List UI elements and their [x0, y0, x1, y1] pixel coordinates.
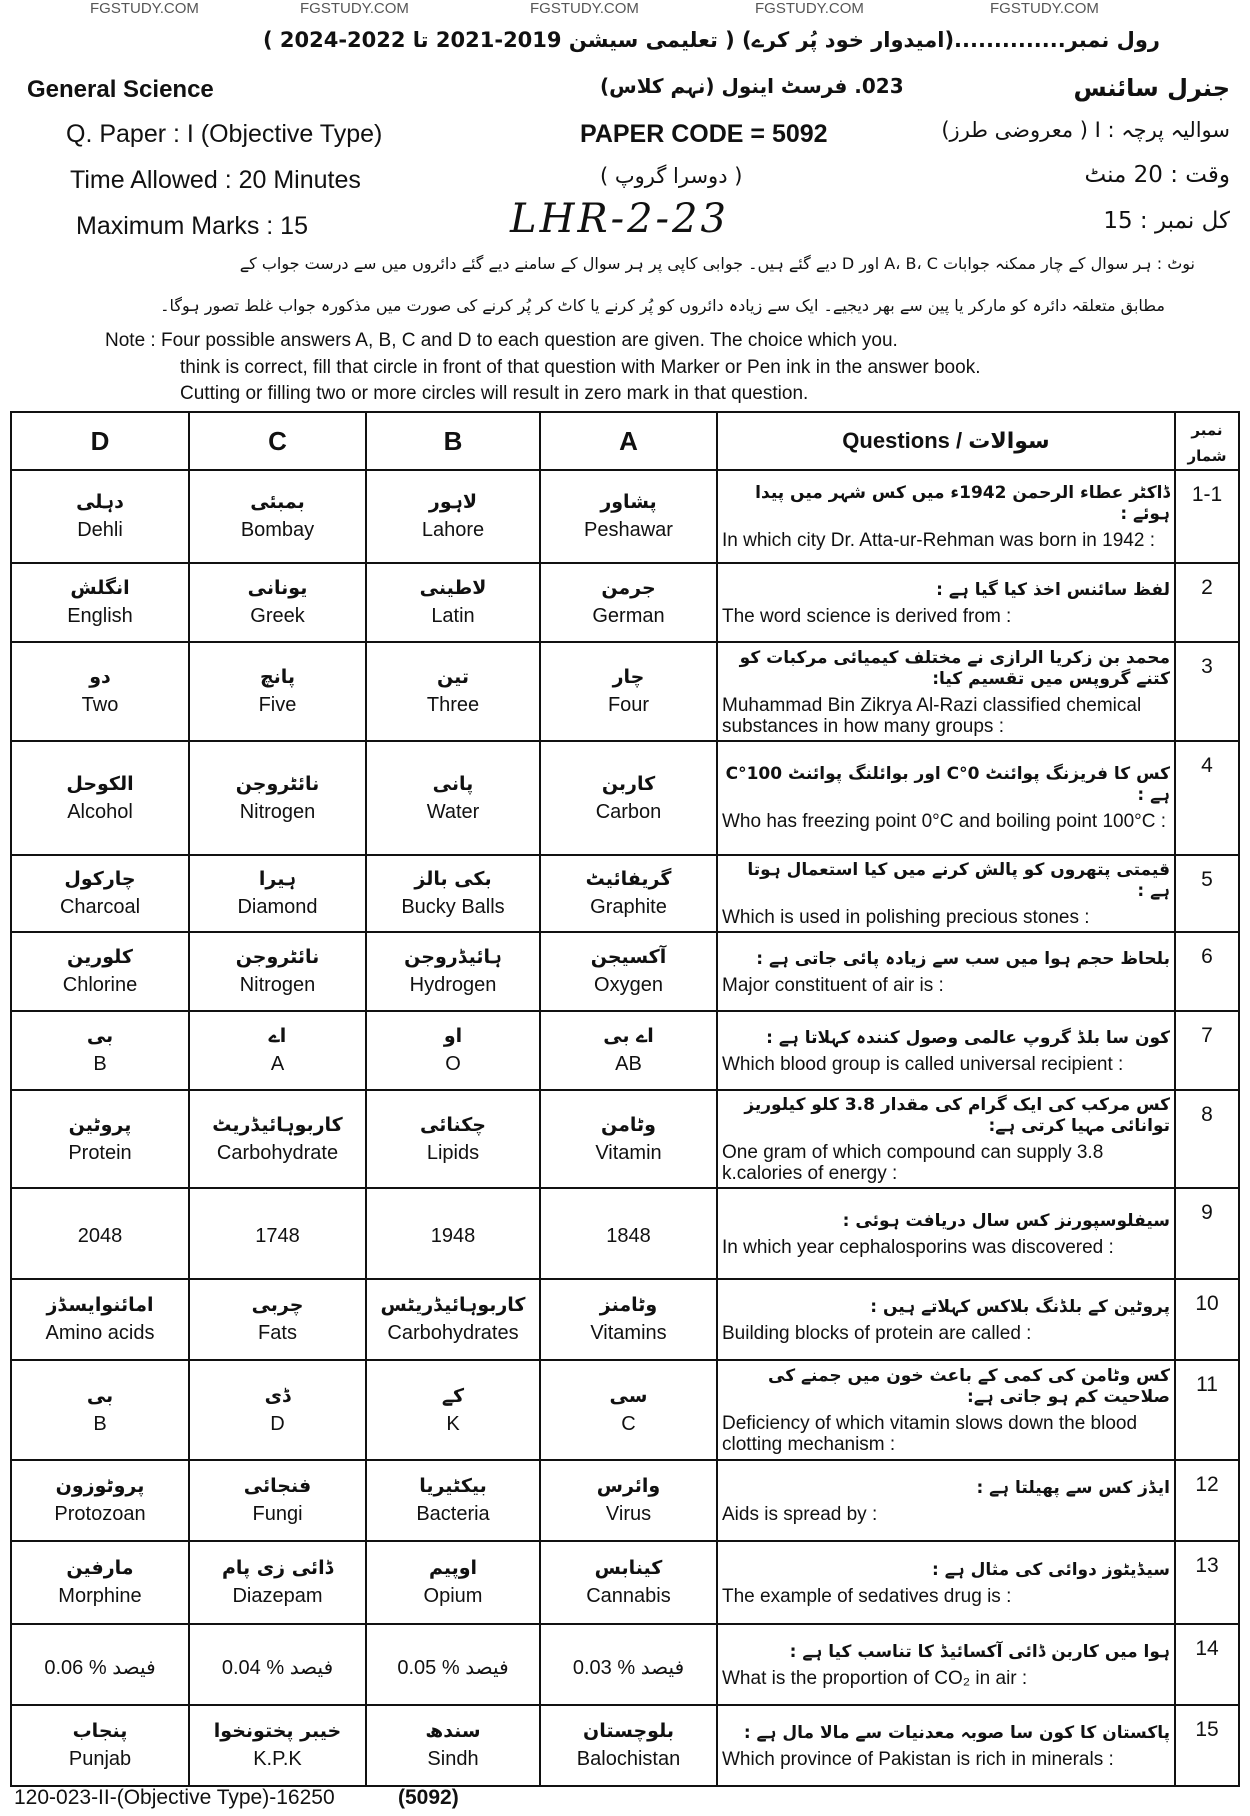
question-number: 8 [1175, 1090, 1239, 1188]
column-header-d: D [11, 412, 189, 470]
option-b-cell [366, 1624, 540, 1705]
question-english: In which city Dr. Atta-ur-Rehman was born in 1942 : [722, 530, 1155, 551]
question-number: 3 [1175, 642, 1239, 741]
option-c-cell [189, 1541, 366, 1624]
option-a-urdu: جرمن [601, 577, 656, 599]
question-urdu: کس کا فریزنگ پوائنٹ 0°C اور بوائلنگ پوائنٹ 100°C ہے : [725, 764, 1170, 805]
option-a-urdu: گریفائیٹ [585, 868, 672, 890]
option-c-english: Nitrogen [239, 800, 316, 823]
column-header-b: B [366, 412, 540, 470]
option-a-english: 1848 [606, 1225, 651, 1247]
option-c-english: 0.04 % فیصد [221, 1657, 334, 1679]
option-c-cell [189, 855, 366, 932]
option-d-english: English [67, 605, 133, 627]
option-a-cell [540, 642, 717, 741]
time-allowed-english: Time Allowed : 20 Minutes [70, 166, 361, 194]
note-urdu-line1: نوٹ : ہر سوال کے چار ممکنہ جوابات A، B، C اور D دیے گئے ہیں۔ جوابی کاپی پر ہر سوال کے سامنے دیے گئے دائروں میں سے درست جواب کے [239, 254, 1195, 273]
question-cell [717, 642, 1175, 741]
option-a-urdu: وائرس [596, 1475, 661, 1497]
option-d-cell [11, 1090, 189, 1188]
option-b-english: Opium [423, 1585, 483, 1607]
option-c-cell [189, 1705, 366, 1786]
paper-code: PAPER CODE = 5092 [580, 120, 828, 148]
option-d-cell [11, 1705, 189, 1786]
option-d-cell [11, 642, 189, 741]
option-b-urdu: بیکٹیریا [419, 1475, 487, 1497]
question-english: Major constituent of air is : [722, 974, 944, 996]
option-a-cell [540, 470, 717, 563]
maximum-marks-urdu: کل نمبر : 15 [1103, 208, 1230, 234]
option-b-urdu: بکی بالز [414, 868, 492, 890]
option-a-cell [540, 1188, 717, 1279]
option-c-urdu: چربی [251, 1294, 304, 1316]
question-row [11, 1705, 1239, 1786]
option-a-urdu: کینابس [594, 1557, 663, 1579]
option-d-english: Two [81, 694, 119, 716]
option-b-cell [366, 470, 540, 563]
option-a-english: Cannabis [586, 1585, 671, 1607]
question-row [11, 741, 1239, 855]
option-d-urdu: مارفین [66, 1557, 134, 1579]
option-d-urdu: پروٹین [68, 1113, 132, 1136]
option-a-cell [540, 1705, 717, 1786]
option-b-urdu: اوپیم [428, 1557, 478, 1579]
question-cell [717, 1188, 1175, 1279]
option-b-cell [366, 642, 540, 741]
paper-type-english: Q. Paper : I (Objective Type) [66, 120, 383, 148]
option-b-english: Lahore [421, 519, 485, 541]
option-d-urdu: پروٹوزون [55, 1475, 145, 1497]
option-d-urdu: الکوحل [66, 772, 134, 795]
question-cell [717, 470, 1175, 563]
option-b-english: 1948 [430, 1225, 476, 1247]
question-cell [717, 563, 1175, 642]
maximum-marks-english: Maximum Marks : 15 [76, 212, 308, 240]
option-a-cell [540, 932, 717, 1011]
option-b-cell [366, 741, 540, 855]
question-english: The word science is derived from : [722, 605, 1012, 627]
option-a-urdu: وٹامن [601, 1113, 656, 1136]
option-b-urdu: تین [437, 666, 469, 688]
question-english: Which blood group is called universal recipient : [722, 1053, 1124, 1075]
question-number: 11 [1175, 1360, 1239, 1460]
option-b-urdu: کاربوہائیڈریٹس [380, 1294, 526, 1316]
option-d-cell [11, 1188, 189, 1279]
question-urdu: ہوا میں کاربن ڈائی آکسائیڈ کا تناسب کیا ہے : [789, 1641, 1170, 1662]
watermark: FGSTUDY.COM [300, 0, 409, 17]
option-d-english: Amino acids [45, 1322, 155, 1344]
option-d-cell [11, 1541, 189, 1624]
question-urdu: سیڈیٹوز دوائی کی مثال ہے : [932, 1559, 1170, 1580]
question-row [11, 1279, 1239, 1360]
option-d-urdu: بی [86, 1384, 114, 1407]
option-c-urdu: کاربوہائیڈریٹ [212, 1113, 343, 1136]
question-urdu: پروٹین کے بلڈنگ بلاکس کہلاتے ہیں : [870, 1296, 1170, 1317]
question-number: 13 [1175, 1541, 1239, 1624]
note-english-line2: think is correct, fill that circle in front of that question with Marker or Pen ink in the answer book. [180, 357, 981, 378]
question-row [11, 470, 1239, 563]
option-c-cell [189, 470, 366, 563]
question-cell [717, 1360, 1175, 1460]
question-number: 5 [1175, 855, 1239, 932]
subject-urdu: جنرل سائنس [1073, 74, 1230, 102]
option-c-urdu: نائٹروجن [235, 946, 320, 968]
question-english: Which is used in polishing precious stones : [722, 907, 1090, 928]
option-b-cell [366, 563, 540, 642]
option-a-cell [540, 1624, 717, 1705]
question-row [11, 1188, 1239, 1279]
option-d-english: 2048 [77, 1225, 123, 1247]
option-c-urdu: نائٹروجن [235, 772, 320, 795]
watermark: FGSTUDY.COM [530, 0, 639, 17]
option-b-cell [366, 855, 540, 932]
question-urdu: ڈاکٹر عطاء الرحمن 1942ء میں کس شہر میں پیدا ہوئے : [755, 483, 1170, 524]
question-english: One gram of which compound can supply 3.8 k.calories of energy : [722, 1141, 1104, 1184]
option-c-english: D [270, 1412, 285, 1435]
option-d-english: Protozoan [54, 1503, 146, 1525]
question-cell [717, 1090, 1175, 1188]
option-a-cell [540, 563, 717, 642]
option-a-english: 0.03 % فیصد [572, 1657, 685, 1679]
question-number: 6 [1175, 932, 1239, 1011]
option-c-urdu: بمبئی [250, 491, 305, 513]
subject-english: General Science [27, 76, 214, 103]
option-a-cell [540, 741, 717, 855]
option-b-cell [366, 1541, 540, 1624]
option-a-english: Graphite [590, 896, 667, 918]
option-a-urdu: چار [612, 666, 645, 688]
question-cell [717, 1279, 1175, 1360]
footer-paper-code: (5092) [398, 1786, 459, 1809]
option-a-english: C [621, 1412, 636, 1435]
option-b-english: Water [426, 800, 480, 823]
option-c-english: Bombay [240, 519, 315, 541]
option-b-cell [366, 932, 540, 1011]
option-b-english: Sindh [427, 1748, 479, 1770]
watermark: FGSTUDY.COM [90, 0, 199, 17]
option-d-english: Charcoal [59, 896, 141, 918]
question-english: Which province of Pakistan is rich in minerals : [722, 1748, 1114, 1770]
option-d-cell [11, 741, 189, 855]
option-a-english: Vitamin [595, 1141, 662, 1164]
option-c-cell [189, 1090, 366, 1188]
option-a-english: Oxygen [594, 974, 663, 996]
question-cell [717, 1624, 1175, 1705]
question-cell [717, 932, 1175, 1011]
roll-number-session-line: رول نمبر..............(امیدوار خود پُر کرے) ( تعلیمی سیشن 2019-2021 تا 2022-2024 ) [262, 28, 1160, 52]
option-a-urdu: آکسیجن [590, 946, 667, 968]
option-c-urdu: خیبر پختونخوا [213, 1720, 342, 1742]
question-row [11, 855, 1239, 932]
option-c-english: Carbohydrate [216, 1141, 339, 1164]
question-cell [717, 1460, 1175, 1541]
option-d-cell [11, 1460, 189, 1541]
column-header-c: C [189, 412, 366, 470]
option-a-urdu: کاربن [601, 772, 656, 795]
option-b-english: K [446, 1412, 460, 1435]
option-c-english: Fats [258, 1322, 297, 1344]
option-a-cell [540, 1541, 717, 1624]
option-c-urdu: اے [268, 1025, 287, 1047]
question-number: 15 [1175, 1705, 1239, 1786]
question-english: What is the proportion of CO₂ in air : [722, 1667, 1028, 1689]
option-d-english: Dehli [77, 519, 123, 541]
option-c-english: Diamond [237, 896, 318, 918]
option-c-english: A [270, 1053, 285, 1075]
option-a-english: German [592, 605, 665, 627]
option-a-cell [540, 1279, 717, 1360]
option-b-urdu: لاطینی [419, 577, 487, 599]
question-urdu: محمد بن زکریا الرازی نے مختلف کیمیائی مرکبات کو کتنے گروپس میں تقسیم کیا: [739, 647, 1170, 689]
question-row [11, 1624, 1239, 1705]
option-c-cell [189, 932, 366, 1011]
option-b-urdu: سندھ [425, 1720, 481, 1742]
option-d-english: Chlorine [62, 974, 138, 996]
option-d-urdu: دہلی [76, 491, 124, 513]
option-b-urdu: پانی [432, 772, 474, 795]
question-english: Deficiency of which vitamin slows down the blood clotting mechanism : [722, 1413, 1138, 1455]
question-urdu: کس مرکب کی ایک گرام کی مقدار 3.8 کلو کیلوریز توانائی مہیا کرتی ہے: [744, 1094, 1170, 1136]
question-cell [717, 1011, 1175, 1090]
option-b-english: Bacteria [416, 1503, 490, 1525]
question-number: 12 [1175, 1460, 1239, 1541]
option-a-urdu: سی [609, 1384, 648, 1407]
question-english: Muhammad Bin Zikrya Al-Razi classified chemical substances in how many groups : [722, 694, 1142, 737]
time-allowed-urdu: وقت : 20 منٹ [1084, 162, 1230, 188]
option-c-cell [189, 1011, 366, 1090]
question-cell [717, 1705, 1175, 1786]
question-cell [717, 1541, 1175, 1624]
question-urdu: لفظ سائنس اخذ کیا گیا ہے : [936, 579, 1170, 600]
question-number: 7 [1175, 1011, 1239, 1090]
option-d-cell [11, 1360, 189, 1460]
option-a-cell [540, 855, 717, 932]
option-a-english: AB [615, 1053, 642, 1075]
option-b-cell [366, 1090, 540, 1188]
option-b-english: Hydrogen [409, 974, 497, 996]
option-d-english: Protein [68, 1141, 132, 1164]
option-c-english: Five [258, 694, 297, 716]
question-row [11, 642, 1239, 741]
option-c-english: 1748 [255, 1225, 300, 1247]
option-d-cell [11, 1624, 189, 1705]
group-urdu: ( دوسرا گروپ ) [600, 164, 743, 188]
question-number: 9 [1175, 1188, 1239, 1279]
option-c-cell [189, 642, 366, 741]
option-d-cell [11, 563, 189, 642]
option-c-urdu: ڈی [264, 1384, 291, 1407]
watermark: FGSTUDY.COM [755, 0, 864, 17]
option-c-english: Nitrogen [239, 974, 316, 996]
option-c-cell [189, 1460, 366, 1541]
option-d-cell [11, 855, 189, 932]
option-b-cell [366, 1279, 540, 1360]
option-c-urdu: ہیرا [258, 868, 297, 890]
option-d-cell [11, 932, 189, 1011]
question-urdu: قیمتی پتھروں کو پالش کرنے میں کیا استعمال ہوتا ہے : [747, 860, 1170, 901]
option-a-english: Virus [605, 1503, 652, 1525]
question-english: Aids is spread by : [722, 1503, 878, 1525]
option-d-english: Morphine [58, 1585, 142, 1607]
question-english: Building blocks of protein are called : [722, 1322, 1032, 1344]
option-a-english: Four [607, 694, 650, 716]
option-c-english: K.P.K [253, 1748, 302, 1770]
question-cell [717, 855, 1175, 932]
option-c-cell [189, 1360, 366, 1460]
option-a-english: Peshawar [584, 519, 673, 541]
option-a-english: Vitamins [590, 1322, 667, 1344]
option-c-cell [189, 563, 366, 642]
option-c-english: Greek [250, 605, 305, 627]
option-c-cell [189, 1624, 366, 1705]
option-b-cell [366, 1460, 540, 1541]
option-d-urdu: امائنوایسڈز [46, 1294, 154, 1316]
option-d-english: 0.06 % فیصد [44, 1657, 156, 1679]
questions-table [10, 411, 1240, 1787]
option-b-urdu: لاہور [428, 491, 478, 513]
option-a-cell [540, 1090, 717, 1188]
option-a-cell [540, 1011, 717, 1090]
option-b-english: Carbohydrates [387, 1322, 519, 1344]
option-b-cell [366, 1011, 540, 1090]
column-header-number: نمبر شمار [1175, 412, 1239, 470]
option-b-urdu: چکنائی [420, 1113, 486, 1136]
option-b-english: Three [426, 694, 480, 716]
option-b-cell [366, 1188, 540, 1279]
note-urdu-line2: مطابق متعلقہ دائرہ کو مارکر یا پین سے بھر دیجیے۔ ایک سے زیادہ دائروں کو پُر کرنے یا کاٹ کر پُر کرنے کی صورت میں مذکورہ جواب غلط تصور ہوگا۔ [160, 296, 1165, 315]
option-c-urdu: فنجائی [243, 1475, 312, 1497]
option-b-english: Bucky Balls [401, 896, 505, 918]
option-b-urdu: او [443, 1025, 463, 1047]
option-d-urdu: کلورین [67, 946, 133, 968]
option-d-english: Punjab [68, 1748, 132, 1770]
option-d-cell [11, 1279, 189, 1360]
option-a-english: Balochistan [576, 1748, 681, 1770]
question-urdu: سیفلوسپورنز کس سال دریافت ہوئی : [842, 1210, 1170, 1231]
note-english-line3: Cutting or filling two or more circles will result in zero mark in that question. [180, 383, 809, 404]
question-number: 2 [1175, 563, 1239, 642]
option-c-english: Diazepam [232, 1585, 323, 1607]
question-urdu: کون سا بلڈ گروپ عالمی وصول کنندہ کہلاتا ہے : [766, 1027, 1170, 1048]
option-b-english: Latin [431, 605, 475, 627]
question-urdu: ایڈز کس سے پھیلتا ہے : [976, 1477, 1170, 1498]
option-d-english: Alcohol [67, 800, 133, 823]
column-header-questions: Questions / سوالات [717, 412, 1175, 470]
question-english: The example of sedatives drug is : [722, 1585, 1012, 1607]
option-d-urdu: بی [86, 1025, 114, 1047]
question-cell [717, 741, 1175, 855]
question-row [11, 1011, 1239, 1090]
paper-type-urdu: سوالیہ پرچہ : I ( معروضی طرز) [941, 118, 1230, 142]
option-c-urdu: ڈائی زی پام [221, 1557, 334, 1579]
column-header-a: A [540, 412, 717, 470]
option-c-cell [189, 741, 366, 855]
option-b-cell [366, 1705, 540, 1786]
option-d-urdu: چارکول [64, 868, 136, 890]
question-english: Who has freezing point 0°C and boiling point 100°C : [722, 811, 1167, 832]
question-number: 10 [1175, 1279, 1239, 1360]
option-d-urdu: دو [89, 666, 111, 688]
question-number: 1-1 [1175, 470, 1239, 563]
option-d-english: B [93, 1412, 107, 1435]
option-b-urdu: کے [441, 1384, 465, 1407]
question-number: 14 [1175, 1624, 1239, 1705]
question-urdu: بلحاظ حجم ہوا میں سب سے زیادہ پائی جاتی ہے : [756, 948, 1170, 969]
option-a-urdu: پشاور [600, 491, 657, 513]
handwritten-board-code: LHR-2-23 [510, 196, 729, 242]
question-row [11, 1090, 1239, 1188]
option-d-english: B [93, 1053, 107, 1075]
option-b-english: 0.05 % فیصد [397, 1657, 509, 1679]
question-row [11, 1460, 1239, 1541]
footer-code: 120-023-II-(Objective Type)-16250 [14, 1786, 335, 1809]
option-b-english: O [445, 1053, 461, 1075]
table-header-row [11, 412, 1239, 470]
option-a-english: Carbon [595, 800, 662, 823]
option-a-urdu: بلوچستان [583, 1720, 674, 1742]
option-d-urdu: پنجاب [72, 1720, 128, 1742]
question-english: In which year cephalosporins was discovered : [722, 1236, 1114, 1258]
note-english-line1: Note : Four possible answers A, B, C and D to each question are given. The choice which you. [105, 330, 898, 351]
option-d-urdu: انگلش [70, 577, 130, 599]
option-c-cell [189, 1279, 366, 1360]
question-row [11, 563, 1239, 642]
option-b-english: Lipids [426, 1141, 480, 1164]
watermark: FGSTUDY.COM [990, 0, 1099, 17]
option-a-urdu: اے بی [603, 1025, 654, 1047]
question-row [11, 932, 1239, 1011]
option-d-cell [11, 1011, 189, 1090]
option-d-cell [11, 470, 189, 563]
question-urdu: کس وٹامن کی کمی کے باعث خون میں جمنے کی صلاحیت کم ہو جاتی ہے: [768, 1366, 1170, 1407]
option-a-urdu: وٹامنز [599, 1294, 658, 1316]
option-c-cell [189, 1188, 366, 1279]
option-c-urdu: یونانی [247, 577, 308, 599]
option-c-urdu: پانچ [259, 666, 296, 688]
question-row [11, 1541, 1239, 1624]
option-a-cell [540, 1360, 717, 1460]
class-urdu: 023. فرسٹ اینول (نہم کلاس) [600, 74, 904, 98]
option-b-urdu: ہائیڈروجن [404, 946, 502, 968]
option-b-cell [366, 1360, 540, 1460]
option-c-english: Fungi [252, 1503, 303, 1525]
question-urdu: پاکستان کا کون سا صوبہ معدنیات سے مالا مال ہے : [743, 1722, 1170, 1743]
question-row [11, 1360, 1239, 1460]
option-a-cell [540, 1460, 717, 1541]
question-number: 4 [1175, 741, 1239, 855]
